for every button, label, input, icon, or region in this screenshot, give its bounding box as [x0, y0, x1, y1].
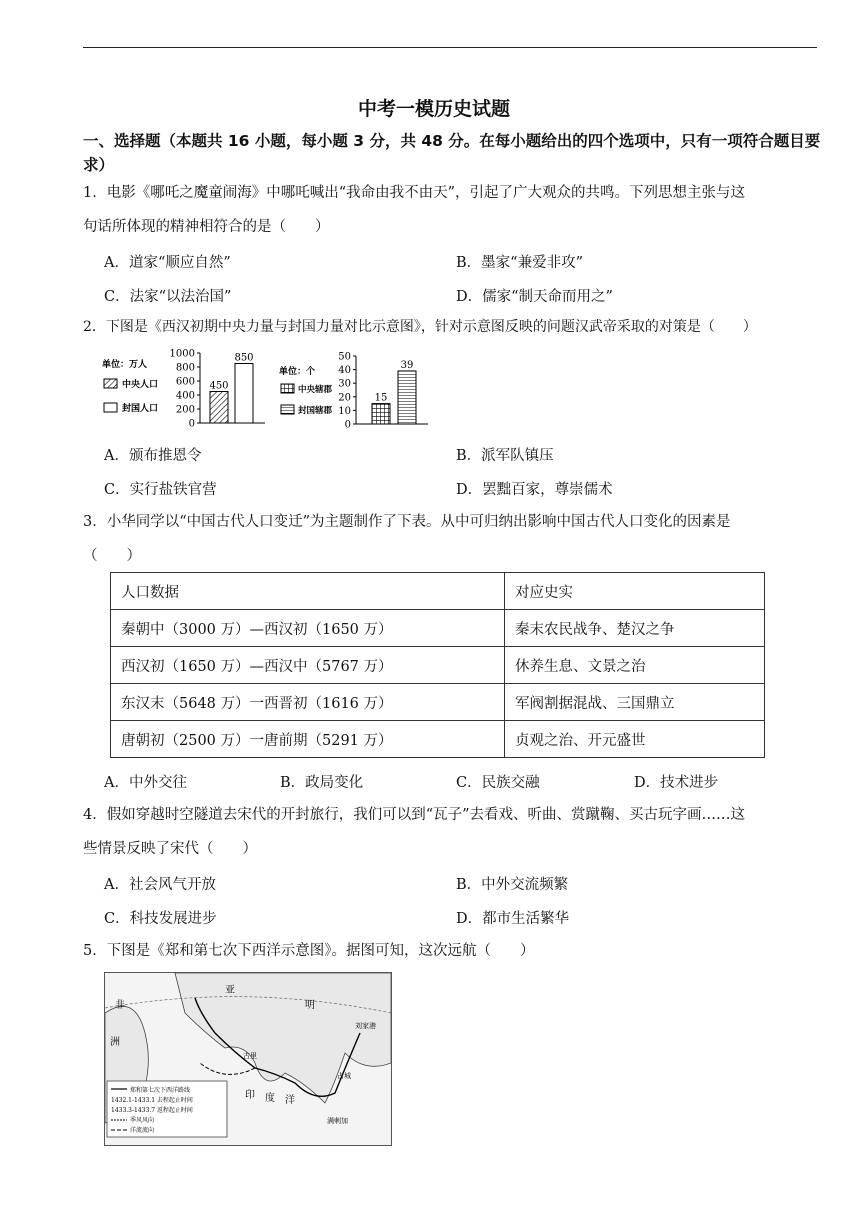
- map-label-calicut: 古里: [243, 1052, 257, 1060]
- y-tick-label: 40: [338, 365, 351, 377]
- chart1-legend-2: 封国人口: [122, 404, 159, 414]
- table-cell: 休养生息、文景之治: [505, 647, 765, 684]
- table-cell: 唐朝初（2500 万）一唐前期（5291 万）: [111, 721, 505, 758]
- table-row: [111, 684, 765, 721]
- chart1-value-label-2: 850: [234, 352, 254, 364]
- table-cell: 秦末农民战争、楚汉之争: [505, 610, 765, 647]
- table-header-cell: 对应史实: [505, 573, 765, 610]
- zheng-he-voyage-map: [104, 972, 392, 1146]
- q4-option-c[interactable]: C．科技发展进步: [104, 911, 217, 927]
- table-cell: 秦朝中（3000 万）—西汉初（1650 万）: [111, 610, 505, 647]
- chart2-legend-2: 封国辖郡: [298, 406, 333, 416]
- map-legend-return: 1433.3-1433.7 返程起止时间: [111, 1107, 193, 1114]
- bar-charts: [100, 344, 440, 432]
- question-1-stem: 1．电影《哪吒之魔童闹海》中哪吒喊出“我命由我不由天”，引起了广大观众的共鸣。下列思想主张与这: [83, 185, 746, 201]
- chart1-legend-swatch-2: [104, 403, 117, 412]
- map-label-ocean: 洋: [285, 1095, 295, 1106]
- chart1-unit: 单位：万人: [102, 360, 148, 370]
- map-label-champa: 占城: [337, 1072, 351, 1080]
- map-label-liujiagang: 刘家港: [355, 1022, 376, 1030]
- table-cell: 东汉末（5648 万）一西晋初（1616 万）: [111, 684, 505, 721]
- y-tick-label: 30: [338, 378, 351, 390]
- chart2-y-ticks: [338, 352, 356, 431]
- q2-option-d[interactable]: D．罢黜百家，尊崇儒术: [456, 482, 613, 498]
- q3-option-c[interactable]: C．民族交融: [456, 775, 540, 791]
- chart1-bar-central: [210, 392, 228, 424]
- q3-option-b[interactable]: B．政局变化: [280, 775, 364, 791]
- map-label-ming: 明: [305, 1000, 315, 1011]
- question-3-stem-cont: （ ）: [83, 548, 141, 564]
- chart1-legend-1: 中央人口: [122, 380, 159, 390]
- y-tick-label: 1000: [169, 348, 195, 360]
- table-row: [111, 610, 765, 647]
- map-label-asia: 亚: [225, 985, 235, 996]
- map-label-africa: 非: [115, 1000, 125, 1011]
- table-header-row: [111, 573, 765, 610]
- question-3-stem: 3．小华同学以“中国古代人口变迁”为主题制作了下表。从中可归纳出影响中国古代人口变化的因素是: [83, 514, 731, 530]
- q1-option-a[interactable]: A．道家“顺应自然”: [104, 255, 231, 271]
- q2-option-b[interactable]: B．派军队镇压: [456, 448, 554, 464]
- map-legend-monsoon: 季风风向: [130, 1117, 155, 1124]
- q2-option-c[interactable]: C．实行盐铁官营: [104, 482, 217, 498]
- chart1-value-label-1: 450: [209, 380, 229, 392]
- y-tick-label: 20: [338, 392, 351, 404]
- chart2-legend-swatch-1: [281, 384, 294, 393]
- q4-option-d[interactable]: D．都市生活繁华: [456, 911, 570, 927]
- table-cell: 贞观之治、开元盛世: [505, 721, 765, 758]
- q2-option-a[interactable]: A．颁布推恩令: [104, 448, 202, 464]
- map-legend-current: 洋流流向: [130, 1127, 155, 1134]
- y-tick-label: 800: [175, 362, 195, 374]
- population-table: [110, 572, 765, 758]
- route-branch: [200, 1063, 255, 1074]
- chart2-legend-swatch-2: [281, 405, 294, 414]
- chart2-unit: 单位：个: [279, 367, 316, 377]
- chart1-y-ticks: [170, 349, 200, 430]
- chart2-legend-1: 中央辖郡: [298, 385, 333, 395]
- question-1-stem-cont: 句话所体现的精神相符合的是（ ）: [83, 219, 330, 235]
- table-row: [111, 647, 765, 684]
- table-cell: 军阀割据混战、三国鼎立: [505, 684, 765, 721]
- map-label-du: 度: [265, 1093, 275, 1104]
- section-heading: 一、选择题（本题共 16 小题，每小题 3 分，共 48 分。在每小题给出的四个选项中，只有一项符合题目要求）: [83, 132, 821, 174]
- y-tick-label: 200: [175, 404, 195, 416]
- q3-option-d[interactable]: D．技术进步: [634, 775, 719, 791]
- chart2-bar-central: [372, 404, 390, 424]
- map-drawing: [105, 973, 391, 1145]
- q3-option-a[interactable]: A．中外交往: [104, 775, 187, 791]
- map-legend-outbound: 1432.1-1433.1 去程起止时间: [111, 1097, 193, 1104]
- question-4-stem: 4．假如穿越时空隧道去宋代的开封旅行，我们可以到“瓦子”去看戏、听曲、赏蹴鞠、买古玩字画……这: [83, 807, 746, 823]
- chart2-bar-fief: [398, 371, 416, 424]
- q1-option-d[interactable]: D．儒家“制天命而用之”: [456, 289, 613, 305]
- y-tick-label: 0: [344, 419, 351, 431]
- question-5-stem: 5．下图是《郑和第七次下西洋示意图》。据图可知，这次远航（ ）: [83, 943, 535, 959]
- y-tick-label: 10: [338, 405, 351, 417]
- question-4-stem-cont: 些情景反映了宋代（ ）: [83, 841, 257, 857]
- table-cell: 西汉初（1650 万）—西汉中（5767 万）: [111, 647, 505, 684]
- exam-title: 中考一模历史试题: [357, 98, 510, 120]
- map-label-india: 印: [245, 1090, 255, 1101]
- table-header-cell: 人口数据: [111, 573, 505, 610]
- header-rule: [83, 47, 817, 48]
- chart2-value-label-2: 39: [400, 359, 414, 371]
- chart2-value-label-1: 15: [374, 392, 388, 404]
- chart1-legend-swatch-1: [104, 379, 117, 388]
- table-row: [111, 721, 765, 758]
- map-label-malacca: 满剌加: [327, 1117, 348, 1125]
- y-tick-label: 50: [338, 351, 351, 363]
- map-legend-route: 郑和第七次下西洋路线: [130, 1087, 191, 1094]
- y-tick-label: 0: [188, 418, 195, 430]
- y-tick-label: 400: [175, 390, 195, 402]
- y-tick-label: 600: [175, 376, 195, 388]
- question-2-stem: 2．下图是《西汉初期中央力量与封国力量对比示意图》，针对示意图反映的问题汉武帝采取的对策是（ ）: [83, 319, 757, 335]
- q1-option-b[interactable]: B．墨家“兼爱非攻”: [456, 255, 583, 271]
- map-label-continent: 洲: [110, 1037, 120, 1048]
- q4-option-b[interactable]: B．中外交流频繁: [456, 877, 569, 893]
- chart1-bar-fief: [235, 364, 253, 424]
- q4-option-a[interactable]: A．社会风气开放: [104, 877, 216, 893]
- q1-option-c[interactable]: C．法家“以法治国”: [104, 289, 232, 305]
